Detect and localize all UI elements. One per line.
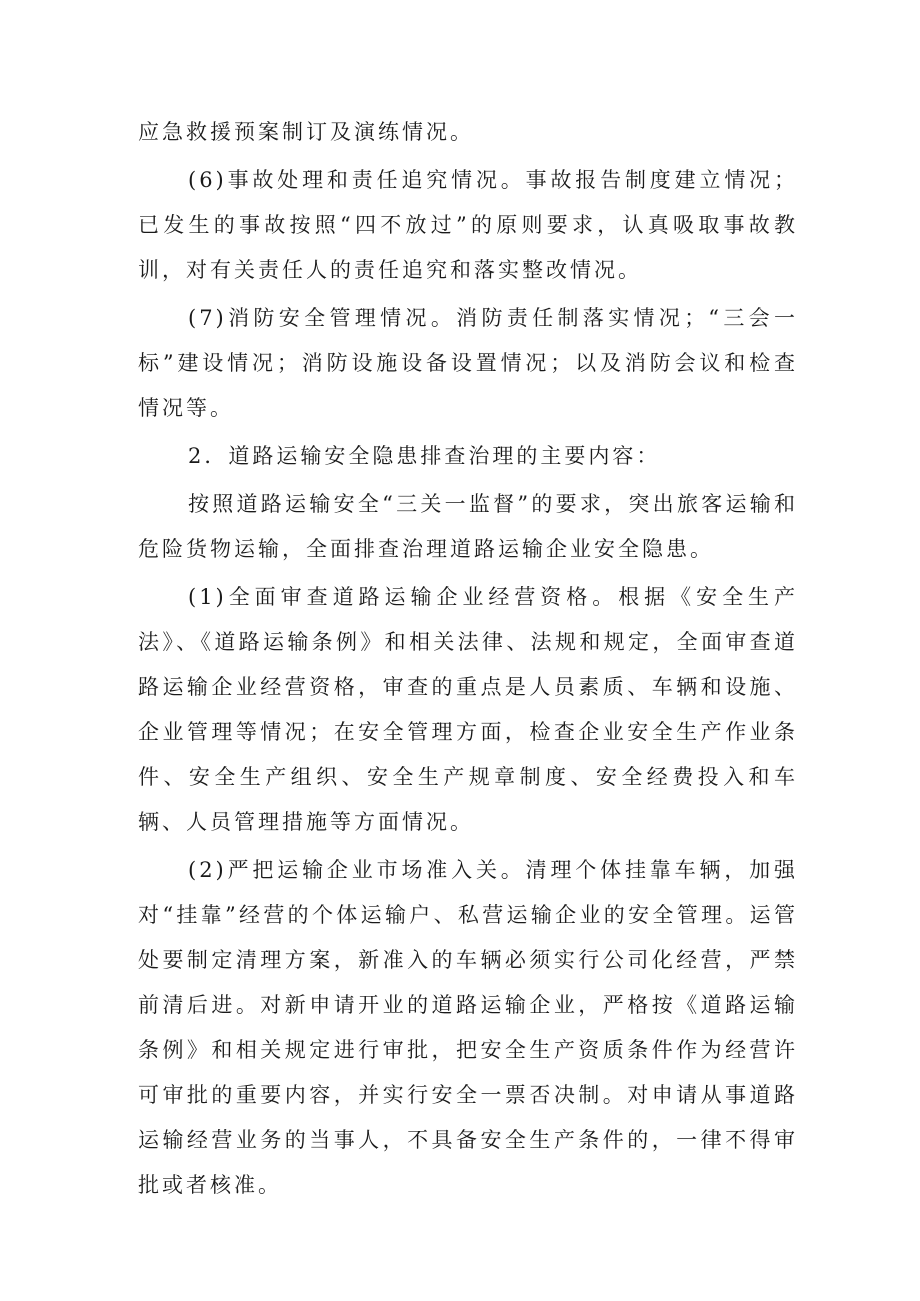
paragraph-market-access: (2)严把运输企业市场准入关。清理个体挂靠车辆，加强对“挂靠”经营的个体运输户、私营运输企业的安全管理。运管处要制定清理方案，新准入的车辆必须实行公司化经营，严禁前清后进。对新申请开业的道路运输企业，严格按《道路运输条例》和相关规定进行审批，把安全生产资质条件作为经营许可审批的重要内容，并实行安全一票否决制。对申请从事道路运输经营业务的当事人，不具备安全生产条件的，一律不得审批或者核准。	[138, 858, 798, 1197]
document-body	[138, 110, 798, 1211]
paragraph-fire-safety: (7)消防安全管理情况。消防责任制落实情况；“三会一标”建设情况；消防设施设备设置情况；以及消防会议和检查情况等。	[138, 306, 798, 420]
paragraph-accident-handling: (6)事故处理和责任追究情况。事故报告制度建立情况；已发生的事故按照“四不放过”的原则要求，认真吸取事故教训，对有关责任人的责任追究和落实整改情况。	[138, 168, 798, 282]
paragraph-three-gates: 按照道路运输安全“三关一监督”的要求，突出旅客运输和危险货物运输，全面排查治理道路运输企业安全隐患。	[138, 492, 798, 561]
section-heading-road-transport: 2．道路运输安全隐患排查治理的主要内容：	[188, 444, 661, 468]
paragraph-emergency-plan: 应急救援预案制订及演练情况。	[138, 120, 474, 144]
paragraph-qualification-review: (1)全面审查道路运输企业经营资格。根据《安全生产法》、《道路运输条例》和相关法律、法规和规定，全面审查道路运输企业经营资格，审查的重点是人员素质、车辆和设施、企业管理等情况；在安全管理方面，检查企业安全生产作业条件、安全生产组织、安全生产规章制度、安全经费投入和车辆、人员管理措施等方面情况。	[138, 585, 798, 834]
